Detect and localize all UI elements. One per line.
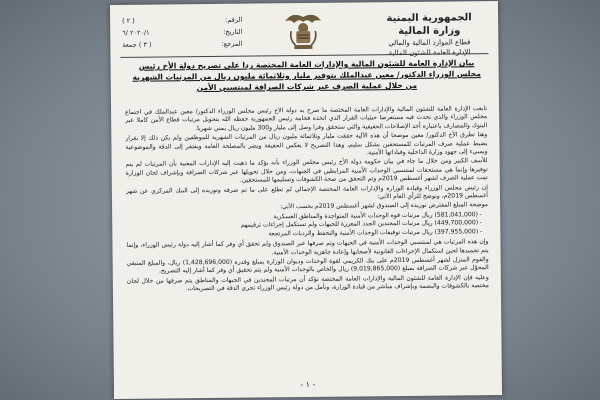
statement-title-text: بيان الإدارة العامة للشئون المالية والإدارات العامة المختصة ردا على تصريح دولة الأخ رئيس مجلس الوزراء الدكتور/ معين عبدالملك بتوفير مليار وثلاثمائة مليون ريال من المرتبات الشهرية من خلال عملية الصرف عبر شركات الصرافة لمنتسبي الأمن	[132, 58, 481, 93]
statement-body	[125, 105, 490, 373]
paragraph: والقوم المنزل لشهر أغسطس 2019م على بنك الكريمي لقوة الوحدات وديوان الوزارة بمبلغ وقدره (1,428,696,000) ريال، والمبلغ المتبقي المحوّل عبر شركات الصرافة بمبلغ (9,019,865,000) ريال والخاص بالوحدات الأمنية ولم يتم تحقيق أي وفر كما أشار إليه التصريح.	[126, 255, 489, 275]
amounts-list	[126, 211, 488, 240]
amount-item: - (397,955,000) ريال مرتبات توقيفات الوحدات الأمنية والتحفظ والرديات المرتجعة	[126, 228, 482, 240]
paragraph: وإن هذه المرتبات هي لمنتسبي الوحدات الأمنية في الجبهات وتم صرفها عبر الصندوق ولم تحقق أي وفر كما أشار إليه دولة رئيس الوزراء، وإنما يتم تجميدها لحين استكمال الإجراءات القانونية لأصحابها وإعادة جاهزية الوحدات الأمنية.	[126, 238, 489, 256]
statement-title	[129, 57, 485, 94]
amount-item: - (581,041,000) ريال مرتبات قوة الوحدات الأمنية المتواجدة والمناطق العسكرية	[126, 211, 482, 223]
paragraph: إن رئيس مجلس الوزراء وقيادة الوزارة والإدارات العامة المختصة الإجمالي لم تطلع على ما تم صرفه وتوريده إلى البنك المركزي عن شهر أغسطس 2019م، ونوضح للرأي العام الآتي:	[125, 183, 489, 201]
ministry-name: وزارة المالية	[398, 25, 461, 38]
sector-name: قطاع الموارد المالية والمالي	[388, 38, 471, 48]
page-number: - ١ -	[300, 379, 316, 390]
paragraph: موضحة المبلغ المفترض توريده إلى الصندوق لشهر أغسطس 2019م بحسب الآتي:	[280, 201, 489, 211]
country-name: الجمهورية اليمنية	[386, 12, 472, 25]
paragraph: تابعت الإدارة العامة للشئون المالية والإدارات العامة المختصة ما صرح به دولة الأخ رئيس مجلس الوزراء الدكتور/ معين عبدالملك في اجتماع مجلس الوزراء والذي تحدث فيه مستعرضا حيثيات القرار الذي اتخذه فخامة رئيس الجمهورية حفظه الله بتحويل مرتبات قطاع الأمن كاملا عبر البنوك والمصارف باعتباره أحد الإصلاحات الحقيقية والتي ستحقق وفرا وصل إلى مليار و300 مليون ريال يمني شهريا.	[125, 105, 488, 132]
reference-ref-row	[122, 38, 242, 51]
paragraph: وهنا تطرق الأخ الدكتور/ معين موضحا أن هذه الآلية حققت مليار وثلاثمائة مليون ريال من المرتبات الشهرية للموظفين ولم يكن ذلك إلا بقرار يضبط عملية صرف المرتبات للمستحقين بشكل سليم، وهذا التصريح لا يعكس الحقيقة ويضر بالمصلحة العامة ويفتقر إلى الدقة والموضوعية ويسيء إلى جهود وزارة الداخلية وقياداتها الأمنية.	[125, 131, 488, 157]
amount-item: - (449,700,000) ريال مرتبات المجندين الجدد المعززة للجبهات ولم تستكمل إجراءات ترقيمهم	[126, 219, 482, 231]
ref-label: المرجع:	[221, 39, 243, 48]
ref-value: ( ٣ ) جمعة	[122, 40, 152, 49]
date-value: ٢٠٢٠/١ /٦	[122, 28, 150, 37]
ministry-header	[370, 11, 488, 58]
number-value: ( ٢ )	[122, 16, 135, 25]
date-label: التاريخ:	[223, 27, 243, 36]
reference-block	[122, 14, 242, 51]
document-page	[110, 1, 502, 399]
department-name: الإدارة العامة للشئون المالية	[388, 48, 471, 58]
number-label: الرقم:	[225, 15, 243, 24]
paragraph: وعليه فإن الإدارة العامة للشئون المالية والإدارات العامة المختصة تؤكد أن مرتبات المجندين في الجبهات والمناطق يتم صرفها من خلال لجان مختصة بالكشوفات والبصمة وبإشراف مباشر من قيادة الوزارة، ونأمل من دولة رئيس الوزراء تحري الدقة في التصريحات.	[126, 273, 489, 293]
paragraph: للأسف الكبير ومن خلال ما جاء في بيان حكومة دولة الأخ رئيس مجلس الوزراء بأنه يؤكد ما ذهبت إليه الإدارات المعنية بأن المرتبات لم يتم توفيرها وإنما هي مستحقات لمنتسبي الوحدات الأمنية المرابطين في الجبهات، ومن خلال تحويلها عبر شركات الصرافة وبإشراف لجان الوزارة تمت عملية الصرف لشهر أغسطس 2019م وتم التحقق من صحة الكشوفات وتسليمها للمستحقين.	[125, 157, 488, 184]
yemen-emblem-icon	[282, 9, 324, 51]
